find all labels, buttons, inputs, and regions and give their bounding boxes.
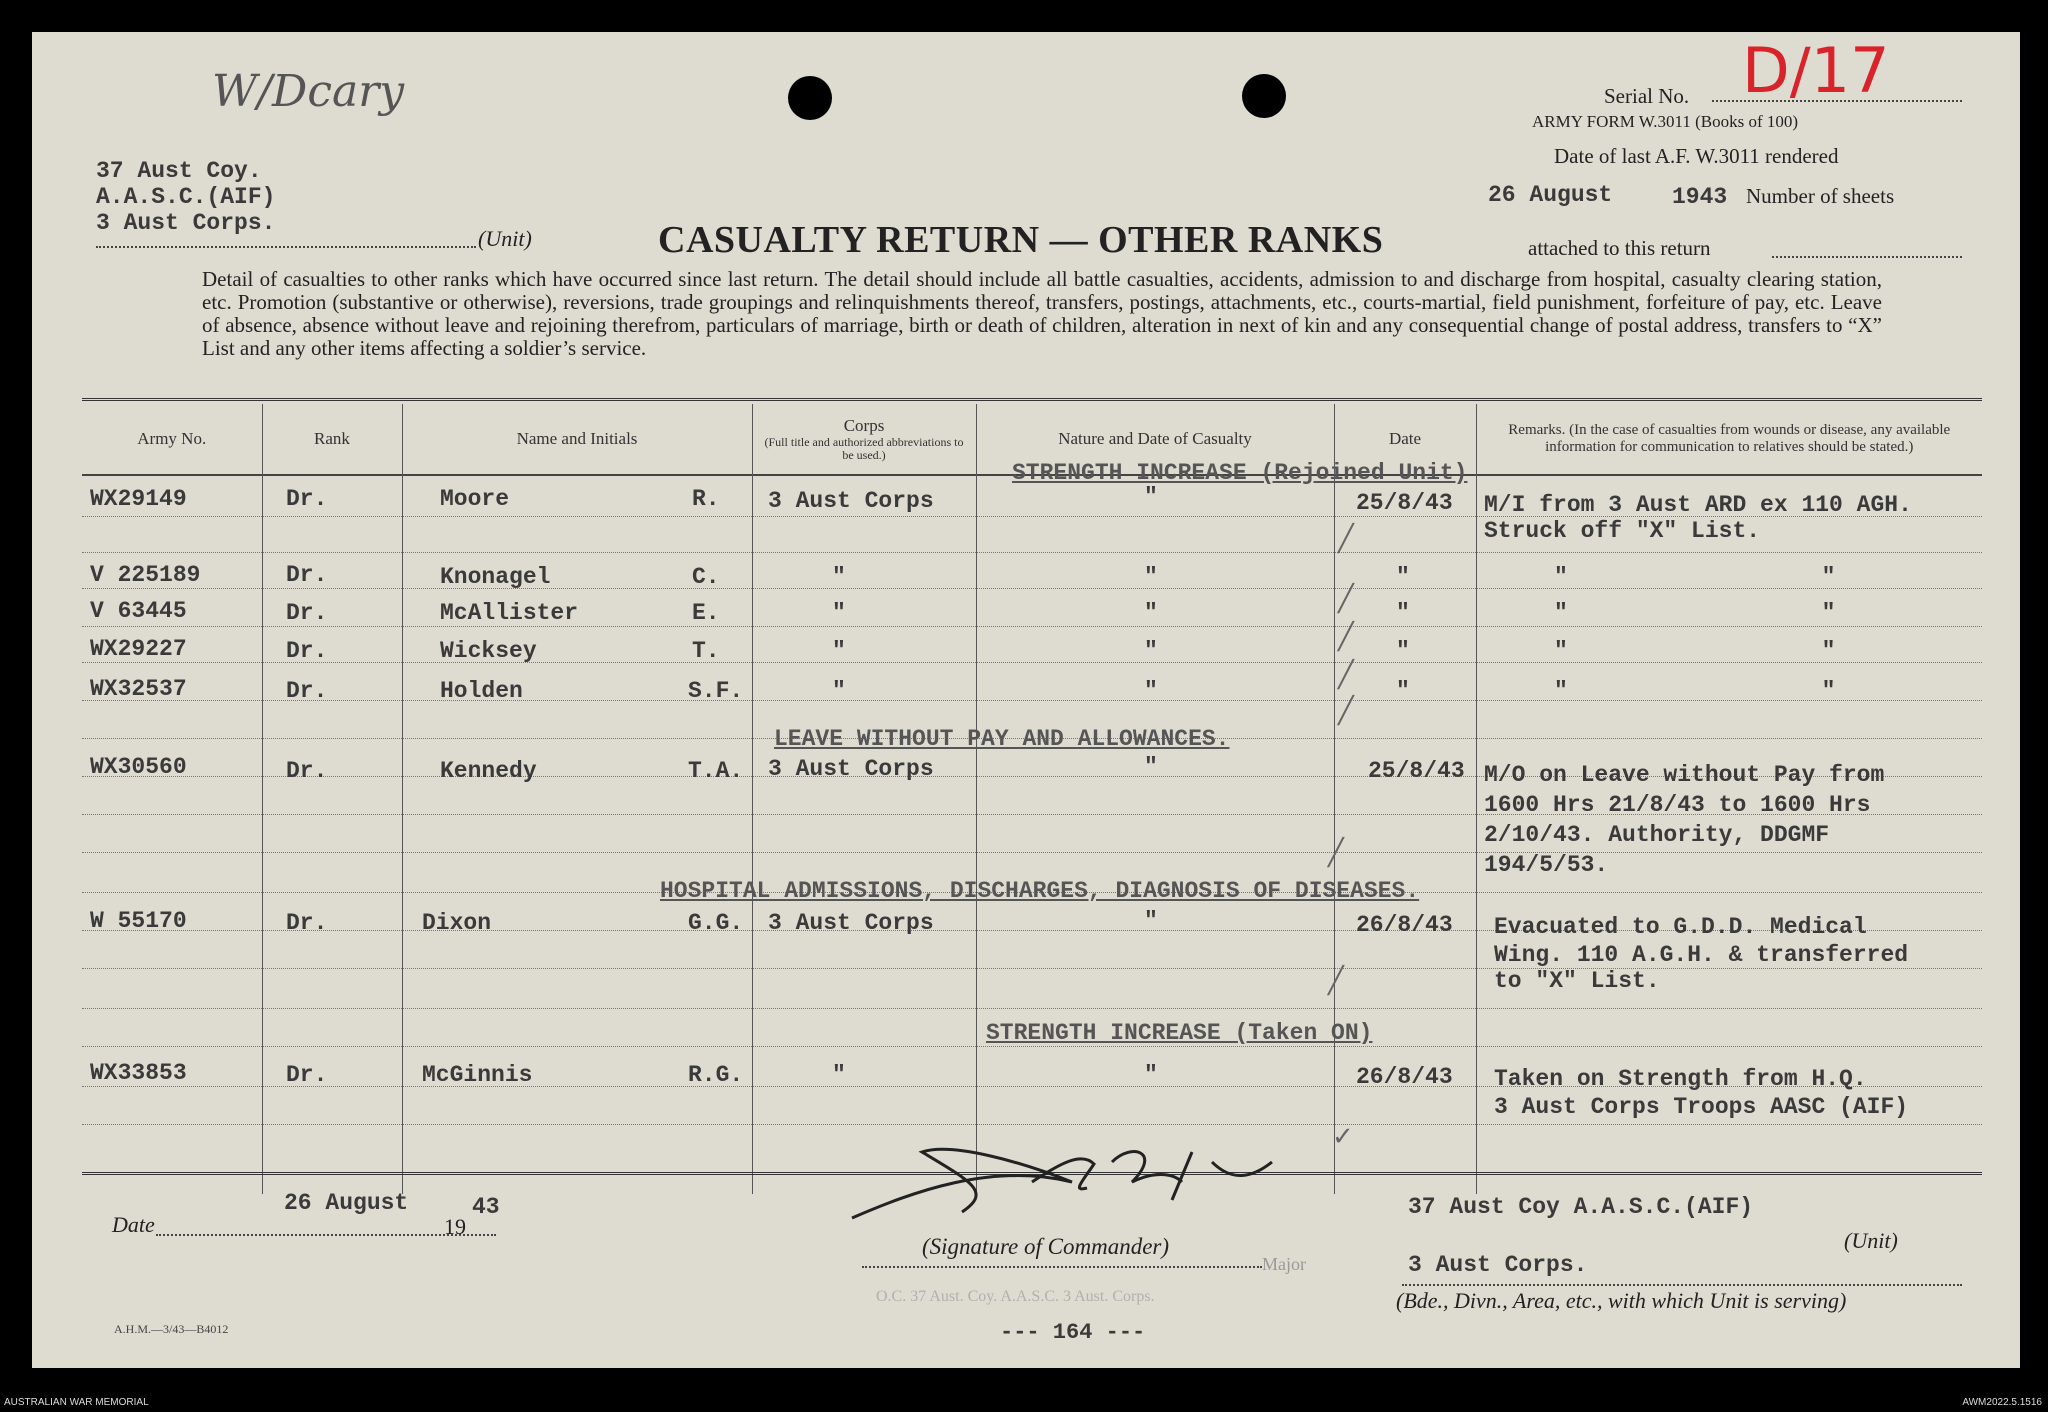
row-rule xyxy=(82,552,1982,553)
date-label: Date xyxy=(112,1212,155,1237)
grid-vline xyxy=(752,404,753,1194)
name-cell: Knonagel xyxy=(440,564,551,590)
row-rule xyxy=(82,626,1982,627)
formation-rule xyxy=(1402,1284,1962,1286)
table-top-rule xyxy=(82,398,1982,401)
name-cell: Moore xyxy=(440,486,510,512)
nature-cell: " xyxy=(1144,754,1158,780)
remarks-cell: 1600 Hrs 21/8/43 to 1600 Hrs xyxy=(1484,792,1871,818)
army-no-cell: W 55170 xyxy=(90,908,187,934)
rank-cell: Dr. xyxy=(286,600,328,626)
rank-cell: Dr. xyxy=(286,1062,328,1088)
remarks-cell: Wing. 110 A.G.H. & transferred xyxy=(1494,942,1909,968)
date-cell: 25/8/43 xyxy=(1368,758,1465,784)
unit-line-2: A.A.S.C.(AIF) xyxy=(96,184,276,210)
grid-vline xyxy=(262,404,263,1194)
remarks-cell: " " xyxy=(1554,564,1836,590)
last-return-label: Date of last A.F. W.3011 rendered xyxy=(1554,144,1839,168)
remarks-cell: " " xyxy=(1554,600,1836,626)
date-cell: " xyxy=(1396,564,1410,590)
row-rule xyxy=(82,1008,1982,1009)
tick-mark: ╱ xyxy=(1338,660,1354,690)
form-title: CASUALTY RETURN — OTHER RANKS xyxy=(658,219,1384,261)
remarks-cell: Struck off "X" List. xyxy=(1484,518,1761,544)
initials-cell: E. xyxy=(692,600,720,626)
rank-cell: Dr. xyxy=(286,910,328,936)
nature-cell: " xyxy=(1144,1062,1158,1088)
signature-stroke xyxy=(852,1149,1272,1218)
handwritten-annotation: W/Dcary xyxy=(212,66,405,117)
tick-mark: ╱ xyxy=(1338,696,1354,726)
col-date: Date xyxy=(1334,404,1476,474)
army-no-cell: WX30560 xyxy=(90,754,187,780)
unit-line-rule xyxy=(96,246,476,248)
col-army-no: Army No. xyxy=(137,429,207,448)
grid-vline xyxy=(1334,404,1335,1194)
last-return-date: 26 August xyxy=(1488,182,1613,208)
sheets-label: Number of sheets xyxy=(1746,184,1895,208)
last-return-year: 1943 xyxy=(1672,184,1728,210)
nature-cell: " xyxy=(1144,908,1158,934)
punch-hole-right xyxy=(1242,74,1286,118)
army-no-cell: WX32537 xyxy=(90,676,187,702)
footer-unit-value: 37 Aust Coy A.A.S.C.(AIF) xyxy=(1408,1194,1754,1220)
col-nature: Nature and Date of Casualty xyxy=(976,404,1334,474)
rank-cell: Dr. xyxy=(286,678,328,704)
army-no-cell: WX33853 xyxy=(90,1060,187,1086)
remarks-cell: M/O on Leave without Pay from xyxy=(1484,762,1885,788)
remarks-cell: " " xyxy=(1554,638,1836,664)
grid-vline xyxy=(976,404,977,1194)
archive-bar xyxy=(0,1396,2048,1412)
corps-cell: " xyxy=(832,678,846,704)
unit-line-1: 37 Aust Coy. xyxy=(96,158,262,184)
year-value: 43 xyxy=(472,1194,500,1220)
unit-caption: (Unit) xyxy=(478,226,532,251)
tick-mark: ✓ xyxy=(1332,1122,1354,1152)
formation-caption: (Bde., Divn., Area, etc., with which Unit is serving) xyxy=(1396,1288,1847,1313)
corps-cell: " xyxy=(832,638,846,664)
footer-unit-caption: (Unit) xyxy=(1844,1228,1898,1253)
signature-rule xyxy=(862,1266,1262,1268)
name-cell: Dixon xyxy=(422,910,492,936)
form-sheet xyxy=(32,32,2020,1368)
row-rule xyxy=(82,1046,1982,1047)
date-cell: " xyxy=(1396,638,1410,664)
date-cell: " xyxy=(1396,600,1410,626)
date-cell: 26/8/43 xyxy=(1356,912,1453,938)
corps-cell: " xyxy=(832,1062,846,1088)
rank-cell: Dr. xyxy=(286,758,328,784)
corps-cell: " xyxy=(832,564,846,590)
col-corps-note: (Full title and authorized abbreviations to be used.) xyxy=(764,435,964,462)
date-cell: " xyxy=(1396,678,1410,704)
initials-cell: S.F. xyxy=(688,678,744,704)
signature-caption: (Signature of Commander) xyxy=(922,1234,1170,1259)
army-no-cell: WX29149 xyxy=(90,486,187,512)
unit-line-3: 3 Aust Corps. xyxy=(96,210,276,236)
col-rank: Rank xyxy=(262,404,402,474)
remarks-cell: Evacuated to G.D.D. Medical xyxy=(1494,914,1867,940)
remarks-cell: M/I from 3 Aust ARD ex 110 AGH. xyxy=(1484,492,1912,518)
date-value: 26 August xyxy=(284,1190,409,1216)
row-rule xyxy=(82,852,1982,853)
section-heading: STRENGTH INCREASE (Rejoined Unit) xyxy=(1012,460,1468,486)
remarks-cell: Taken on Strength from H.Q. xyxy=(1494,1066,1867,1092)
initials-cell: G.G. xyxy=(688,910,744,936)
rank-cell: Dr. xyxy=(286,562,328,588)
remarks-cell: 194/5/53. xyxy=(1484,852,1609,878)
row-rule xyxy=(82,968,1982,969)
date-cell: 26/8/43 xyxy=(1356,1064,1453,1090)
army-no-cell: WX29227 xyxy=(90,636,187,662)
form-number: ARMY FORM W.3011 (Books of 100) xyxy=(1532,112,1799,131)
officer-stamp: O.C. 37 Aust. Coy. A.A.S.C. 3 Aust. Corps. xyxy=(876,1288,1155,1305)
serial-value: D/17 xyxy=(1742,34,1890,107)
name-cell: Kennedy xyxy=(440,758,537,784)
initials-cell: T.A. xyxy=(688,758,744,784)
remarks-cell: 2/10/43. Authority, DDGMF xyxy=(1484,822,1830,848)
name-cell: McGinnis xyxy=(422,1062,533,1088)
col-remarks: Remarks. (In the case of casualties from wounds or disease, any available information for communication to relatives should be stated.) xyxy=(1476,404,1982,474)
attached-rule xyxy=(1772,256,1962,258)
tick-mark: ╱ xyxy=(1328,838,1344,868)
remarks-cell: 3 Aust Corps Troops AASC (AIF) xyxy=(1494,1094,1909,1120)
instructions-paragraph: Detail of casualties to other ranks which have occurred since last return. The detail should include all battle casualties, accidents, admission to and discharge from hospital, casualty clearing station, etc. Promotion (substantive or otherwise), reversions, trade groupings and relinquishments thereof, transfers, postings, attachments, etc., courts-martial, field punishment, forfeiture of pay, etc. Leave of absence, absence without leave and rejoining therefrom, particulars of marriage, birth or death of children, alteration in next of kin and any consequential change of postal address, transfers to “X” List and any other items affecting a soldier’s service. xyxy=(202,267,1882,360)
serial-label: Serial No. xyxy=(1604,84,1690,108)
year-prefix: 19 xyxy=(444,1214,466,1239)
nature-cell: " xyxy=(1144,564,1158,590)
section-heading: HOSPITAL ADMISSIONS, DISCHARGES, DIAGNOSIS OF DISEASES. xyxy=(660,878,1420,904)
initials-cell: R.G. xyxy=(688,1062,744,1088)
name-cell: McAllister xyxy=(440,600,579,626)
name-cell: Wicksey xyxy=(440,638,537,664)
initials-cell: R. xyxy=(692,486,720,512)
archive-id: AWM2022.5.1516 xyxy=(1962,1397,2042,1408)
grid-vline xyxy=(1476,404,1477,1194)
page-number: --- 164 --- xyxy=(1000,1320,1146,1345)
archive-credit: AUSTRALIAN WAR MEMORIAL xyxy=(4,1397,149,1408)
punch-hole-left xyxy=(788,76,832,120)
col-corps xyxy=(752,404,976,474)
nature-cell: " xyxy=(1144,638,1158,664)
section-heading: STRENGTH INCREASE (Taken ON) xyxy=(986,1020,1373,1046)
tick-mark: ╱ xyxy=(1338,584,1354,614)
print-code: A.H.M.—3/43—B4012 xyxy=(114,1322,229,1336)
tick-mark: ╱ xyxy=(1338,524,1354,554)
corps-cell: 3 Aust Corps xyxy=(768,910,934,936)
tick-mark: ╱ xyxy=(1328,966,1344,996)
initials-cell: T. xyxy=(692,638,720,664)
nature-cell: " xyxy=(1144,678,1158,704)
date-cell: 25/8/43 xyxy=(1356,490,1453,516)
nature-cell: " xyxy=(1144,484,1158,510)
rank-cell: Dr. xyxy=(286,638,328,664)
rank-cell: Dr. xyxy=(286,486,328,512)
corps-cell: 3 Aust Corps xyxy=(768,756,934,782)
corps-cell: " xyxy=(832,600,846,626)
commander-signature xyxy=(832,1122,1292,1232)
col-corps-label: Corps xyxy=(843,416,885,435)
name-cell: Holden xyxy=(440,678,523,704)
remarks-cell: to "X" List. xyxy=(1494,968,1660,994)
rank-stamp: Major xyxy=(1262,1254,1306,1274)
tick-mark: ╱ xyxy=(1338,622,1354,652)
army-no-cell: V 225189 xyxy=(90,562,201,588)
grid-vline xyxy=(402,404,403,1194)
attached-label: attached to this return xyxy=(1528,236,1711,260)
footer-formation-value: 3 Aust Corps. xyxy=(1408,1252,1588,1278)
initials-cell: C. xyxy=(692,564,720,590)
section-heading: LEAVE WITHOUT PAY AND ALLOWANCES. xyxy=(774,726,1230,752)
nature-cell: " xyxy=(1144,600,1158,626)
army-no-cell: V 63445 xyxy=(90,598,187,624)
remarks-cell: " " xyxy=(1554,678,1836,704)
corps-cell: 3 Aust Corps xyxy=(768,488,934,514)
col-name: Name and Initials xyxy=(402,404,752,474)
